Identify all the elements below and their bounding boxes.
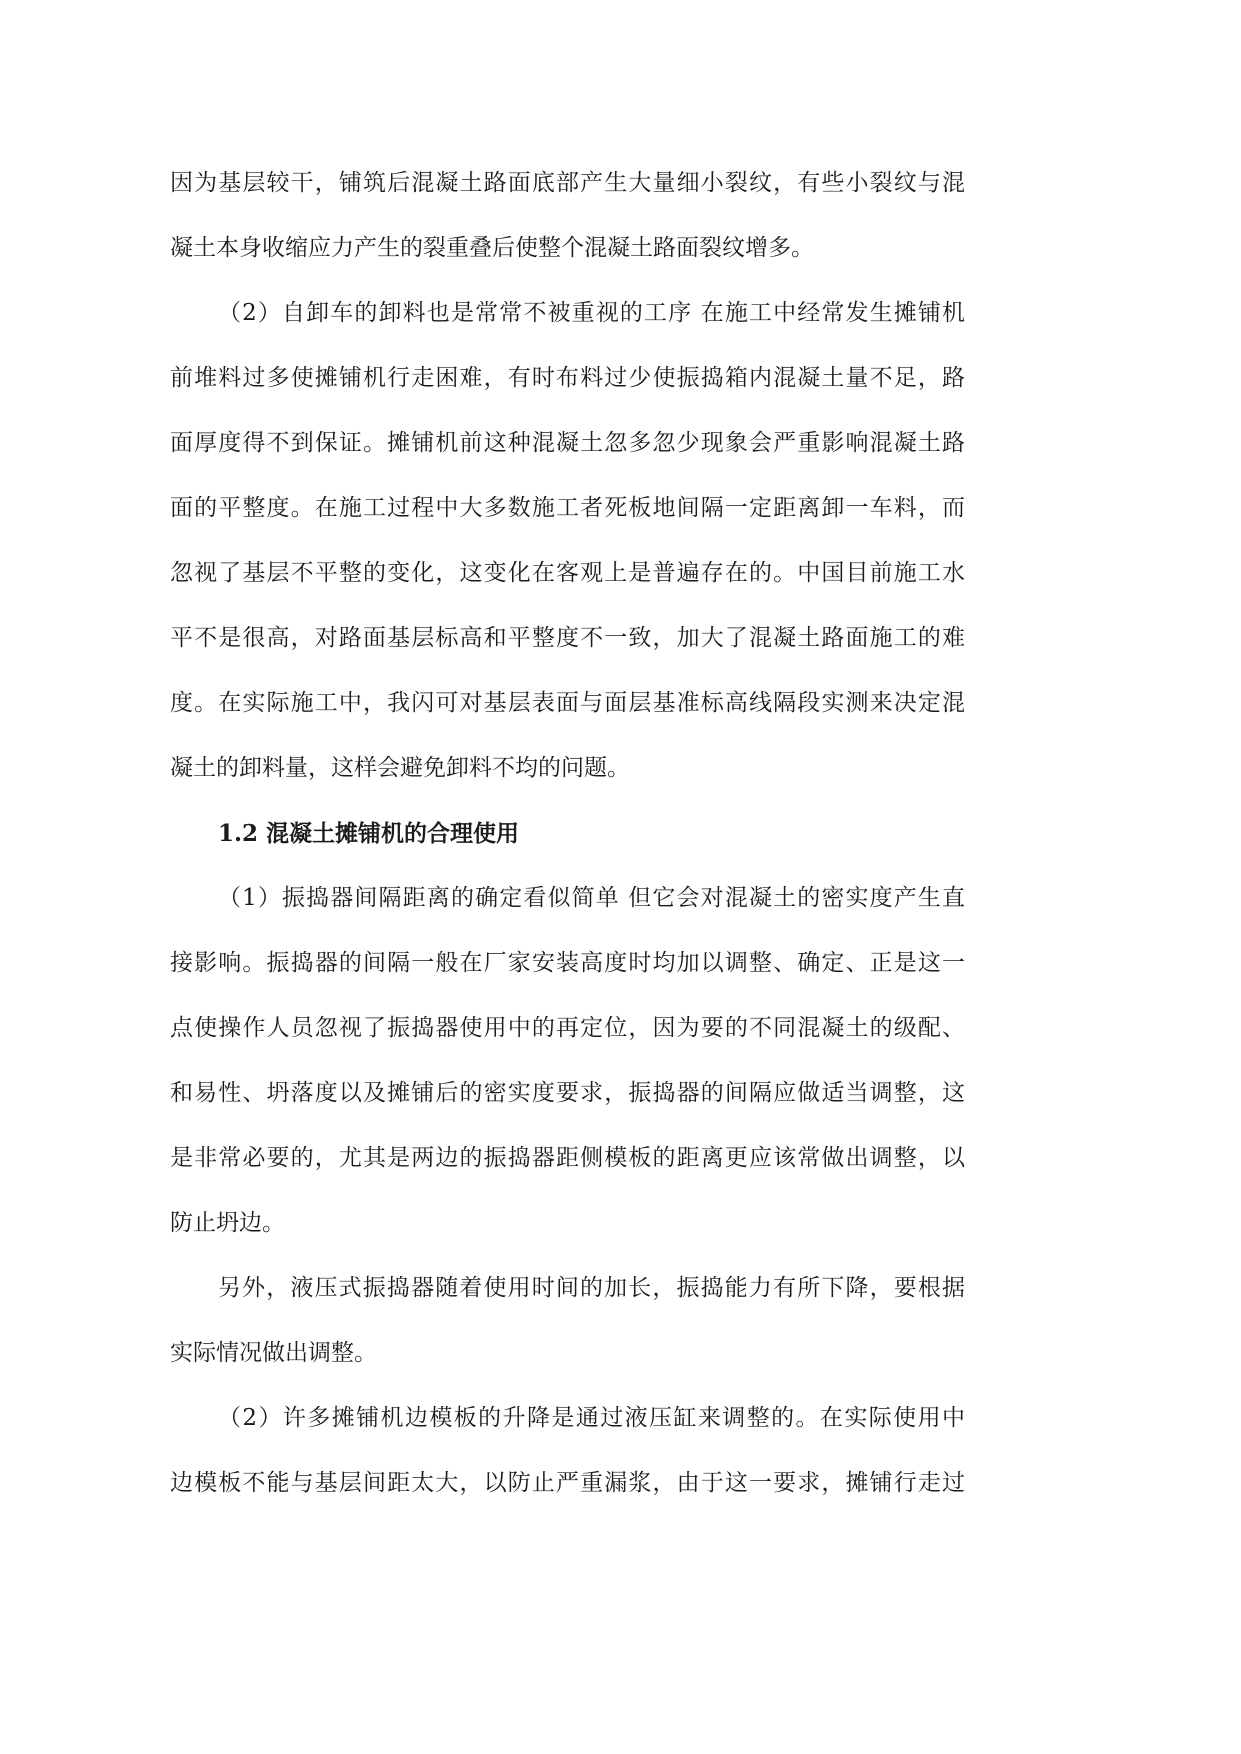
paragraph — [170, 866, 965, 1256]
paragraph-line: （2）许多摊铺机边模板的升降是通过液压缸来调整的。在实际使用中 — [218, 1405, 965, 1431]
paragraph-line: （2）自卸车的卸料也是常常不被重视的工序 在施工中经常发生摊铺机 — [218, 300, 965, 326]
document-body — [170, 151, 965, 1516]
paragraph-line: 和易性、坍落度以及摊铺后的密实度要求，振捣器的间隔应做适当调整，这 — [170, 1080, 965, 1106]
paragraph — [170, 151, 965, 281]
paragraph-line: 另外，液压式振捣器随着使用时间的加长，振捣能力有所下降，要根据 — [218, 1275, 965, 1301]
paragraph-line: 前堆料过多使摊铺机行走困难，有时布料过少使振捣箱内混凝土量不足，路 — [170, 365, 965, 391]
paragraph-line: 凝土本身收缩应力产生的裂重叠后使整个混凝土路面裂纹增多。 — [170, 235, 814, 261]
paragraph-line: 平不是很高，对路面基层标高和平整度不一致，加大了混凝土路面施工的难 — [170, 625, 965, 651]
paragraph-line: 边模板不能与基层间距太大，以防止严重漏浆，由于这一要求，摊铺行走过 — [170, 1470, 965, 1496]
paragraph — [170, 1256, 965, 1386]
paragraph-line: 防止坍边。 — [170, 1210, 285, 1236]
section-heading: 1.2 混凝土摊铺机的合理使用 — [218, 820, 520, 847]
paragraph — [170, 281, 965, 801]
paragraph-line: 是非常必要的，尤其是两边的振捣器距侧模板的距离更应该常做出调整，以 — [170, 1145, 965, 1171]
paragraph-line: 度。在实际施工中，我闪可对基层表面与面层基准标高线隔段实测来决定混 — [170, 690, 965, 716]
paragraph-line: 接影响。振捣器的间隔一般在厂家安装高度时均加以调整、确定、正是这一 — [170, 950, 965, 976]
paragraph-line: （1）振捣器间隔距离的确定看似简单 但它会对混凝土的密实度产生直 — [218, 885, 965, 911]
paragraph — [170, 1386, 965, 1516]
paragraph-line: 因为基层较干，铺筑后混凝土路面底部产生大量细小裂纹，有些小裂纹与混 — [170, 170, 965, 196]
paragraph-line: 凝土的卸料量，这样会避免卸料不均的问题。 — [170, 755, 630, 781]
paragraph-line: 面厚度得不到保证。摊铺机前这种混凝土忽多忽少现象会严重影响混凝土路 — [170, 430, 965, 456]
paragraph-line: 忽视了基层不平整的变化，这变化在客观上是普遍存在的。中国目前施工水 — [170, 560, 965, 586]
paragraph-line: 点使操作人员忽视了振捣器使用中的再定位，因为要的不同混凝土的级配、 — [170, 1015, 965, 1041]
paragraph-line: 面的平整度。在施工过程中大多数施工者死板地间隔一定距离卸一车料，而 — [170, 495, 965, 521]
paragraph-line: 实际情况做出调整。 — [170, 1340, 377, 1366]
